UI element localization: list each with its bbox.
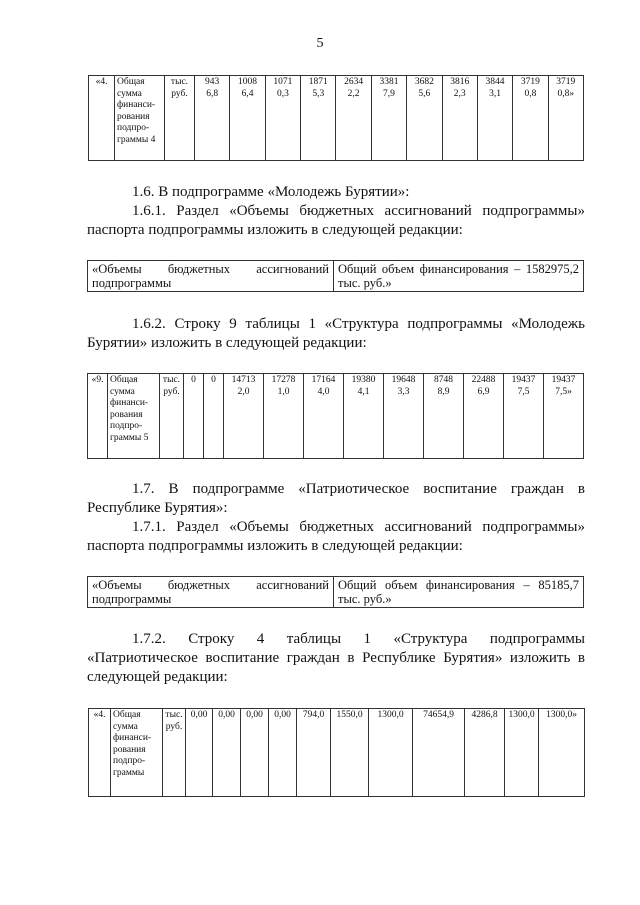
table-row [88, 374, 584, 459]
value-cell: 0,00 [186, 709, 213, 797]
row-label: Общая сумма финанси- рования подпро- граммы [111, 709, 163, 797]
value-cell: 17278 1,0 [264, 374, 304, 459]
passport-label: «Объемы бюджетных ассигнований подпрограммы [88, 261, 334, 292]
value-cell: 19648 3,3 [384, 374, 424, 459]
value-cell: 0,00 [213, 709, 241, 797]
value-cell: 794,0 [297, 709, 331, 797]
section-1-6-2-text: 1.6.2. Строку 9 таблицы 1 «Структура подпрограммы «Молодежь Бурятии» изложить в следующей редакции: [87, 316, 585, 351]
value-cell: 1300,0» [539, 709, 585, 797]
passport-value: Общий объем финансирования – 85185,7 тыс. руб.» [334, 577, 584, 608]
section-1-7-2-text: 1.7.2. Строку 4 таблицы 1 «Структура подпрограммы «Патриотическое воспитание граждан в Республике Бурятия» изложить в следующей редакции: [87, 631, 585, 685]
row-label: Общая сумма финанси- рования подпро- граммы 4 [115, 76, 165, 161]
value-cell: 1300,0 [505, 709, 539, 797]
value-cell: 2634 2,2 [336, 76, 371, 161]
value-cell: 19437 7,5» [544, 374, 584, 459]
passport-budget-table-1 [87, 260, 584, 292]
value-cell: 0,00 [269, 709, 297, 797]
row-number: «4. [89, 76, 115, 161]
page-number: 5 [316, 36, 324, 51]
row-number: «9. [88, 374, 108, 459]
unit-cell: тыс. руб. [160, 374, 184, 459]
financing-table-subprogram-5 [87, 373, 584, 459]
section-heading-1-7: 1.7. В подпрограмме «Патриотическое воспитание граждан в Республике Бурятия»: [87, 481, 585, 516]
row-number: «4. [89, 709, 111, 797]
passport-label: «Объемы бюджетных ассигнований подпрограммы [88, 577, 334, 608]
value-cell: 17164 4,0 [304, 374, 344, 459]
row-label: Общая сумма финанси- рования подпро- граммы 5 [108, 374, 160, 459]
value-cell: 14713 2,0 [224, 374, 264, 459]
value-cell: 943 6,8 [195, 76, 230, 161]
financing-table-patriotic-subprogram [88, 708, 585, 797]
value-cell: 1300,0 [369, 709, 413, 797]
passport-budget-table-2 [87, 576, 584, 608]
section-1-7-1-text: 1.7.1. Раздел «Объемы бюджетных ассигнований подпрограммы» паспорта подпрограммы изложить в следующей редакции: [87, 519, 585, 554]
value-cell: 1871 5,3 [301, 76, 336, 161]
value-cell: 0 [204, 374, 224, 459]
value-cell: 0,00 [241, 709, 269, 797]
value-cell: 3682 5,6 [407, 76, 442, 161]
value-cell: 3844 3,1 [477, 76, 512, 161]
unit-cell: тыс. руб. [163, 709, 186, 797]
financing-table-subprogram-4 [88, 75, 584, 161]
unit-cell: тыс. руб. [165, 76, 195, 161]
value-cell: 1071 0,3 [265, 76, 300, 161]
passport-value: Общий объем финансирования – 1582975,2 тыс. руб.» [334, 261, 584, 292]
table-row [89, 76, 584, 161]
value-cell: 74654,9 [413, 709, 465, 797]
value-cell: 3719 0,8 [513, 76, 548, 161]
value-cell: 19437 7,5 [504, 374, 544, 459]
value-cell: 3381 7,9 [371, 76, 406, 161]
section-1-6-1-text: 1.6.1. Раздел «Объемы бюджетных ассигнований подпрограммы» паспорта подпрограммы изложить в следующей редакции: [87, 203, 585, 238]
value-cell: 1550,0 [331, 709, 369, 797]
value-cell: 3816 2,3 [442, 76, 477, 161]
value-cell: 4286,8 [465, 709, 505, 797]
value-cell: 3719 0,8» [548, 76, 583, 161]
value-cell: 8748 8,9 [424, 374, 464, 459]
value-cell: 22488 6,9 [464, 374, 504, 459]
value-cell: 19380 4,1 [344, 374, 384, 459]
table-row [89, 709, 585, 797]
section-heading-1-6: 1.6. В подпрограмме «Молодежь Бурятии»: [132, 184, 410, 200]
value-cell: 1008 6,4 [230, 76, 265, 161]
value-cell: 0 [184, 374, 204, 459]
